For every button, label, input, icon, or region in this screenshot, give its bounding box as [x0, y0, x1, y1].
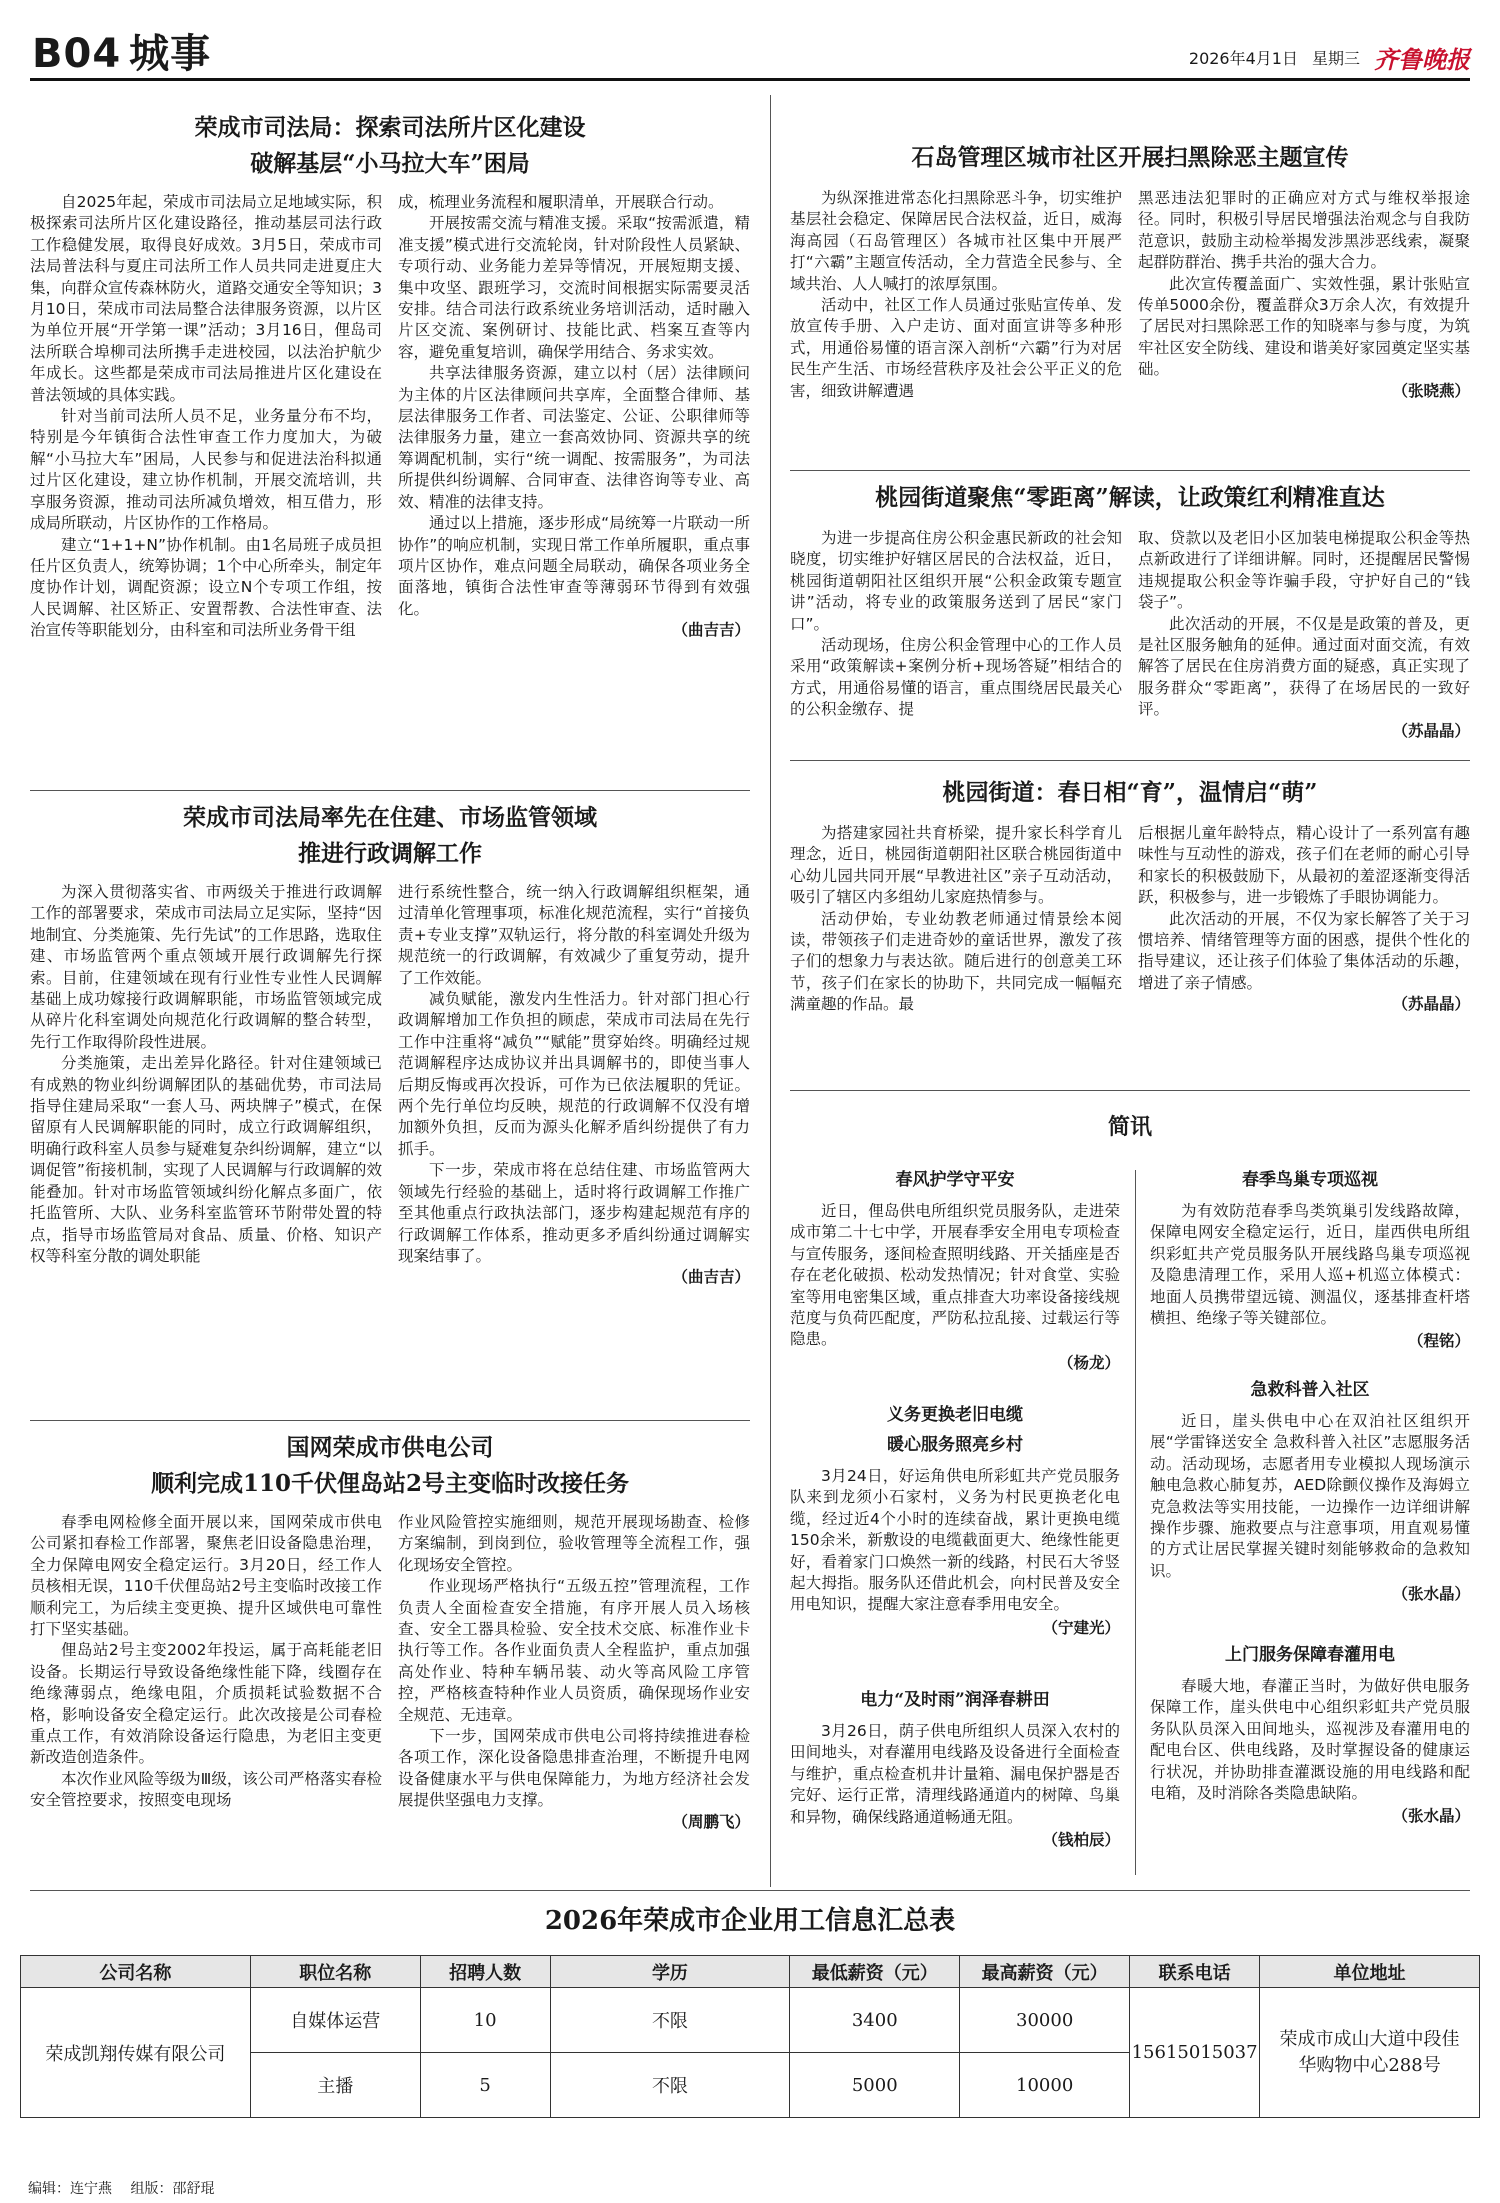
- table-header: 单位地址: [1260, 1956, 1480, 1988]
- header-divider: [30, 78, 1470, 81]
- masthead-info: [1189, 40, 1470, 75]
- min-salary-cell: 5000: [790, 2053, 960, 2118]
- article-body: 春季电网检修全面开展以来，国网荣成市供电公司紧扣春检工作部署，聚焦老旧设备隐患治理，全力保障电网安全稳定运行。3月20日，经工作人员核相无误，110千伏俚岛站2号主变临时改接工作顺利完工，为后续主变更换、提升区域供电可靠性打下坚实基础。 俚岛站2号主变2002年投运，属于高耗能老旧设备。长期运行导致设备绝缘性能下降，线圈存在绝缘薄弱点，绝缘电阻，介质损耗试验数据不合格，影响设备安全稳定运行。此次改接是公司春检重点工作，有效消除设备运行隐患，为老旧主变更新改造创造条件。 本次作业风险等级为Ⅲ级，该公司严格落实春检安全管控要求，按照变电现场 作业风险管控实施细则，规范开展现场勘查、检修方案编制，到岗到位，验收管理等全流程工作，强化现场安全管控。 作业现场严格执行“五级五控”管理流程，工作负责人全面检查安全措施，有序开展人员入场核查、安全工器具检验、安全技术交底、标准作业卡执行等工作。各作业面负责人全程监护，重点加强高处作业、特种车辆吊装、动火等高风险工序管控，严格核查特种作业人员资质，确保现场作业安全规范、无违章。 下一步，国网荣成市供电公司将持续推进春检各项工作，深化设备隐患排查治理，不断提升电网设备健康水平与供电保障能力，为地方经济社会发展提供坚强电力支撑。 （周鹏飞）: [30, 1512, 750, 1833]
- article-separator: [790, 760, 1470, 761]
- brief-author: （宁建光）: [1042, 1618, 1120, 1637]
- education-cell: 不限: [550, 1988, 790, 2053]
- brief-title: 春风护学守平安: [895, 1170, 1015, 1190]
- article-author: （苏晶晶）: [1392, 721, 1470, 740]
- article-body: 为搭建家园社共育桥梁，提升家长科学育儿理念，近日，桃园街道朝阳社区联合桃园街道中心幼儿园共同开展“早教进社区”亲子互动活动，吸引了辖区内多组幼儿家庭热情参与。 活动伊始，专业幼教老师通过情景绘本阅读，带领孩子们走进奇妙的童话世界，激发了孩子们的想象力与表达欲。随后进行的创意美工环节，孩子们在家长的协助下，共同完成一幅幅充满童趣的作品。最 后根据儿童年龄特点，精心设计了一系列富有趣味性与互动性的游戏，孩子们在老师的耐心引导和家长的积极鼓励下，从最初的羞涩逐渐变得活跃，积极参与，进一步锻炼了手眼协调能力。 此次活动的开展，不仅为家长解答了关于习惯培养、情绪管理等方面的困惑，提供个性化的指导建议，还让孩子们体验了集体活动的乐趣，增进了亲子情感。 （苏晶晶）: [790, 823, 1470, 1016]
- table-header: 职位名称: [250, 1956, 420, 1988]
- brief-author: （张水晶）: [1392, 1585, 1470, 1604]
- brief-title: 急救科普入社区: [1250, 1380, 1370, 1400]
- table-header: 学历: [550, 1956, 790, 1988]
- article-xingzheng-tiaojie: [30, 800, 750, 1289]
- column-divider: [770, 95, 771, 1887]
- editor-credit: 编辑：连宁燕: [28, 2181, 112, 2197]
- table-separator: [30, 1890, 1470, 1891]
- education-cell: 不限: [550, 2053, 790, 2118]
- brief-title: 电力“及时雨”润泽春耕田: [860, 1690, 1050, 1710]
- page-footer: [28, 2178, 214, 2198]
- max-salary-cell: 30000: [960, 1988, 1130, 2053]
- page-section-header: [32, 22, 211, 79]
- brief-author: （钱柏辰）: [1042, 1831, 1120, 1850]
- table-header: 最高薪资（元）: [960, 1956, 1130, 1988]
- table-title: 2026年荣成市企业用工信息汇总表: [544, 1906, 956, 1936]
- article-author: （曲吉吉）: [672, 621, 750, 640]
- brief-author: （程铭）: [1407, 1332, 1470, 1351]
- article-author: （苏晶晶）: [1392, 995, 1470, 1014]
- table-header: 联系电话: [1130, 1956, 1260, 1988]
- article-title: 荣成市司法局率先在住建、市场监管领域 推进行政调解工作: [183, 804, 597, 867]
- jianxun-heading: 简讯: [1107, 1114, 1152, 1140]
- brief-jishiyu: 电力“及时雨”润泽春耕田 3月26日，荫子供电所组织人员深入农村的田间地头，对春灌用电线路及设备进行全面检查与维护，重点检查机井计量箱、漏电保护器是否完好、运行正常，清理线路通道内的树障、鸟巢和异物，确保线路通道畅通无阻。 （钱柏辰）: [790, 1685, 1120, 1850]
- article-body: 自2025年起，荣成市司法局立足地域实际，积极探索司法所片区化建设路径，推动基层司法行政工作稳健发展，取得良好成效。3月5日，荣成市司法局普法科与夏庄司法所工作人员共同走进夏庄大集，向群众宣传森林防火，道路交通安全等知识；3月10日，荣成市司法局整合法律服务资源，以片区为单位开展“开学第一课”活动；3月16日，俚岛司法所联合埠柳司法所携手走进校园，以法治护航少年成长。这些都是荣成市司法局推进片区化建设在普法领域的具体实践。 针对当前司法所人员不足，业务量分布不均，特别是今年镇街合法性审查工作力度加大，为破解“小马拉大车”困局，人民参与和促进法治科拟通过片区化建设，建立协作机制，开展交流培训，共享服务资源，推动司法所减负增效，相互借力，形成局所联动，片区协作的工作格局。 建立“1+1+N”协作机制。由1名局班子成员担任片区负责人，统筹协调；1个中心所牵头，制定年度协作计划，调配资源；设立N个专项工作组，按人民调解、社区矫正、安置帮教、合法性审查、法治宣传等职能划分，由科室和司法所业务骨干组 成，梳理业务流程和履职清单，开展联合行动。 开展按需交流与精准支援。采取“按需派遣，精准支援”模式进行交流轮岗，针对阶段性人员紧缺、专项行动、业务能力差异等情况，开展短期支援、集中攻坚、跟班学习，交流时间根据实际需要灵活安排。结合司法行政系统业务培训活动，适时融入片区交流、案例研讨、技能比武、档案互查等内容，避免重复培训，确保学用结合、务求实效。 共享法律服务资源，建立以村（居）法律顾问为主体的片区法律顾问共享库，全面整合律师、基层法律服务工作者、司法鉴定、公证、公职律师等法律服务力量，建立一套高效协同、资源共享的统筹调配机制，实行“统一调配、按需服务”，为司法所提供纠纷调解、合同审查、法律咨询等专业、高效、精准的法律支持。 通过以上措施，逐步形成“局统筹一片联动一所协作”的响应机制，实现日常工作单所履职，重点事项片区协作，难点问题全局联动，确保各项业务全面落地，镇街合法性审查等薄弱环节得到有效强化。 （曲吉吉）: [30, 192, 750, 642]
- jianxun-divider: [1135, 1170, 1136, 1875]
- article-body: 为进一步提高住房公积金惠民新政的社会知晓度，切实维护好辖区居民的合法权益，近日，桃园街道朝阳社区组织开展“公积金政策专题宣讲”活动，将专业的政策服务送到了居民“家门口”。 活动现场，住房公积金管理中心的工作人员采用“政策解读+案例分析+现场答疑”相结合的方式，用通俗易懂的语言，重点围绕居民最关心的公积金缴存、提 取、贷款以及老旧小区加装电梯提取公积金等热点新政进行了详细讲解。同时，还提醒居民警惕违规提取公积金等诈骗手段，守护好自己的“钱袋子”。 此次活动的开展，不仅是是政策的普及，更是社区服务触角的延伸。通过面对面交流，有效解答了居民在住房消费方面的疑惑，真正实现了服务群众“零距离”，获得了在场居民的一致好评。 （苏晶晶）: [790, 528, 1470, 742]
- count-cell: 5: [420, 2053, 550, 2118]
- article-gongdian-gaijie: [30, 1430, 750, 1833]
- brief-title: 义务更换老旧电缆 暖心服务照亮乡村: [887, 1405, 1023, 1455]
- count-cell: 10: [420, 1988, 550, 2053]
- brief-genghuan-dianlan: 义务更换老旧电缆 暖心服务照亮乡村 3月24日，好运角供电所彩虹共产党员服务队来到龙须小石家村，义务为村民更换老化电缆，经过近4个小时的连续奋战，累计更换电缆150余米，新敷设的电缆截面更大、绝缘性能更好，看着家门口焕然一新的线路，村民石大爷竖起大拇指。服务队还借此机会，向村民普及安全用电知识，提醒大家注意春季用电安全。 （宁建光）: [790, 1400, 1120, 1638]
- brief-author: （杨龙）: [1057, 1353, 1120, 1372]
- brief-author: （张水晶）: [1392, 1807, 1470, 1826]
- brief-chunfeng-huxue: 春风护学守平安 近日，俚岛供电所组织党员服务队，走进荣成市第二十七中学，开展春季安全用电专项检查与宣传服务，逐间检查照明线路、开关插座是否存在老化破损、松动发热情况；针对食堂、实验室等用电密集区域，重点排查大功率设备接线规范度与负荷匹配度，严防私拉乱接、过载运行等隐患。 （杨龙）: [790, 1165, 1120, 1373]
- article-title: 国网荣成市供电公司 顺利完成110千伏俚岛站2号主变临时改接任务: [150, 1434, 629, 1497]
- issue-weekday: 星期三: [1311, 49, 1360, 68]
- issue-date: 2026年4月1日: [1188, 49, 1298, 68]
- page-code: B04: [32, 31, 122, 77]
- job-info-table: [20, 1955, 1480, 2118]
- brief-jijiu-kepu: 急救科普入社区 近日，崖头供电中心在双泊社区组织开展“学雷锋送安全 急救科普入社区”志愿服务活动。活动现场，志愿者用专业模拟人现场演示触电急救心肺复苏，AED除颤仪操作及海姆立克急救法等实用技能，一边操作一边详细讲解操作步骤、施救要点与注意事项，用直观易懂的方式让居民掌握关键时刻能够救命的急救知识。 （张水晶）: [1150, 1375, 1470, 1604]
- article-body: 为深入贯彻落实省、市两级关于推进行政调解工作的部署要求，荣成市司法局立足实际，坚持“因地制宜、分类施策、先行先试”的工作思路，选取住建、市场监管两个重点领域开展行政调解先行探索。目前，住建领域在现有行业性专业性人民调解基础上成功嫁接行政调解职能，市场监管领域完成从碎片化科室调处向规范化行政调解的整合转型，先行工作取得阶段性进展。 分类施策，走出差异化路径。针对住建领域已有成熟的物业纠纷调解团队的基础优势，市司法局指导住建局采取“一套人马、两块牌子”模式，在保留原有人民调解职能的同时，成立行政调解组织，明确行政科室人员参与疑难复杂纠纷调解，建立“以调促管”衔接机制，实现了人民调解与行政调解的效能叠加。针对市场监管领域纠纷化解点多面广，依托监管所、大队、业务科室监管环节附带处置的特点，指导市场监管局对食品、质量、价格、知识产权等科室分散的调处职能 进行系统性整合，统一纳入行政调解组织框架，通过清单化管理事项，标准化规范流程，实行“首接负责+专业支撑”双轨运行，将分散的科室调处升级为规范统一的行政调解，有效减少了重复劳动，提升了工作效能。 减负赋能，激发内生性活力。针对部门担心行政调解增加工作负担的顾虑，荣成市司法局在先行工作中注重将“减负”“赋能”贯穿始终。明确经过规范调解程序达成协议并出具调解书的，即使当事人后期反悔或再次投诉，可作为已依法履职的凭证。两个先行单位均反映，规范的行政调解不仅没有增加额外负担，反而为源头化解矛盾纠纷提供了有力抓手。 下一步，荣成市将在总结住建、市场监管两大领域先行经验的基础上，适时将行政调解工作推广至其他重点行政执法部门，逐步构建起规范有序的行政调解工作体系，推动更多矛盾纠纷通过调解实现案结事了。 （曲吉吉）: [30, 882, 750, 1289]
- table-header: 公司名称: [21, 1956, 251, 1988]
- max-salary-cell: 10000: [960, 2053, 1130, 2118]
- company-name-cell: 荣成凯翔传媒有限公司: [21, 1988, 251, 2118]
- article-author: （周鹏飞）: [672, 1812, 750, 1831]
- article-chunri-xiangyu: [790, 775, 1470, 1016]
- article-title: 桃园街道：春日相“育”，温情启“萌”: [942, 779, 1318, 806]
- paper-logo: 齐鲁晚报: [1374, 45, 1470, 74]
- brief-title: 春季鸟巢专项巡视: [1242, 1170, 1378, 1190]
- article-body: 为纵深推进常态化扫黑除恶斗争，切实维护基层社会稳定、保障居民合法权益，近日，威海海高园（石岛管理区）各城市社区集中开展严打“六霸”主题宣传活动，全力营造全民参与、全域共治、人人喊打的浓厚氛围。 活动中，社区工作人员通过张贴宣传单、发放宣传手册、入户走访、面对面宣讲等多种形式，用通俗易懂的语言深入剖析“六霸”行为对居民生产生活、市场经营秩序及社会公平正义的危害，细致讲解遭遇 黑恶违法犯罪时的正确应对方式与维权举报途径。同时，积极引导居民增强法治观念与自我防范意识，鼓励主动检举揭发涉黑涉恶线索，凝聚起群防群治、携手共治的强大合力。 此次宣传覆盖面广、实效性强，累计张贴宣传单5000余份，覆盖群众3万余人次，有效提升了居民对扫黑除恶工作的知晓率与参与度，为筑牢社区安全防线、建设和谐美好家园奠定坚实基础。 （张晓燕）: [790, 188, 1470, 402]
- brief-chunguan-yongdian: 上门服务保障春灌用电 春暖大地，春灌正当时，为做好供电服务保障工作，崖头供电中心组织彩虹共产党员服务队队员深入田间地头，巡视涉及春灌用电的配电台区、供电线路，及时掌握设备的健康运行状况，并协助排查灌溉设施的用电线路和配电箱，及时消除各类隐患缺陷。 （张水晶）: [1150, 1640, 1470, 1826]
- address-cell: 荣成市成山大道中段佳华购物中心288号: [1260, 1988, 1480, 2118]
- article-separator: [790, 470, 1470, 471]
- article-gongjijin: [790, 480, 1470, 742]
- layout-credit: 组版：邵舒琨: [130, 2181, 215, 2197]
- article-title: 桃园街道聚焦“零距离”解读，让政策红利精准直达: [875, 484, 1385, 511]
- section-name: 城事: [129, 31, 212, 77]
- article-author: （曲吉吉）: [672, 1268, 750, 1287]
- min-salary-cell: 3400: [790, 1988, 960, 2053]
- table-header: 招聘人数: [420, 1956, 550, 1988]
- position-cell: 主播: [250, 2053, 420, 2118]
- article-sifaju-pianqu: [30, 110, 750, 642]
- article-title: 石岛管理区城市社区开展扫黑除恶主题宣传: [911, 144, 1349, 171]
- brief-title: 上门服务保障春灌用电: [1225, 1645, 1395, 1665]
- article-author: （张晓燕）: [1392, 381, 1470, 400]
- brief-niaochao-xunshi: 春季鸟巢专项巡视 为有效防范春季鸟类筑巢引发线路故障，保障电网安全稳定运行，近日，崖西供电所组织彩虹共产党员服务队开展线路鸟巢专项巡视及隐患清理工作，采用人巡+机巡立体模式：地面人员携带望远镜、测温仪，逐基排查杆塔横担、绝缘子等关键部位。 （程铭）: [1150, 1165, 1470, 1351]
- table-row: [21, 1988, 1480, 2053]
- position-cell: 自媒体运营: [250, 1988, 420, 2053]
- article-title: 荣成市司法局：探索司法所片区化建设 破解基层“小马拉大车”困局: [194, 114, 586, 177]
- table-header: 最低薪资（元）: [790, 1956, 960, 1988]
- article-saohei-chue: [790, 140, 1470, 402]
- article-separator: [30, 1420, 750, 1421]
- table-header-row: [21, 1956, 1480, 1988]
- phone-cell: 15615015037: [1130, 1988, 1260, 2118]
- article-separator: [30, 790, 750, 791]
- article-separator: [790, 1090, 1470, 1091]
